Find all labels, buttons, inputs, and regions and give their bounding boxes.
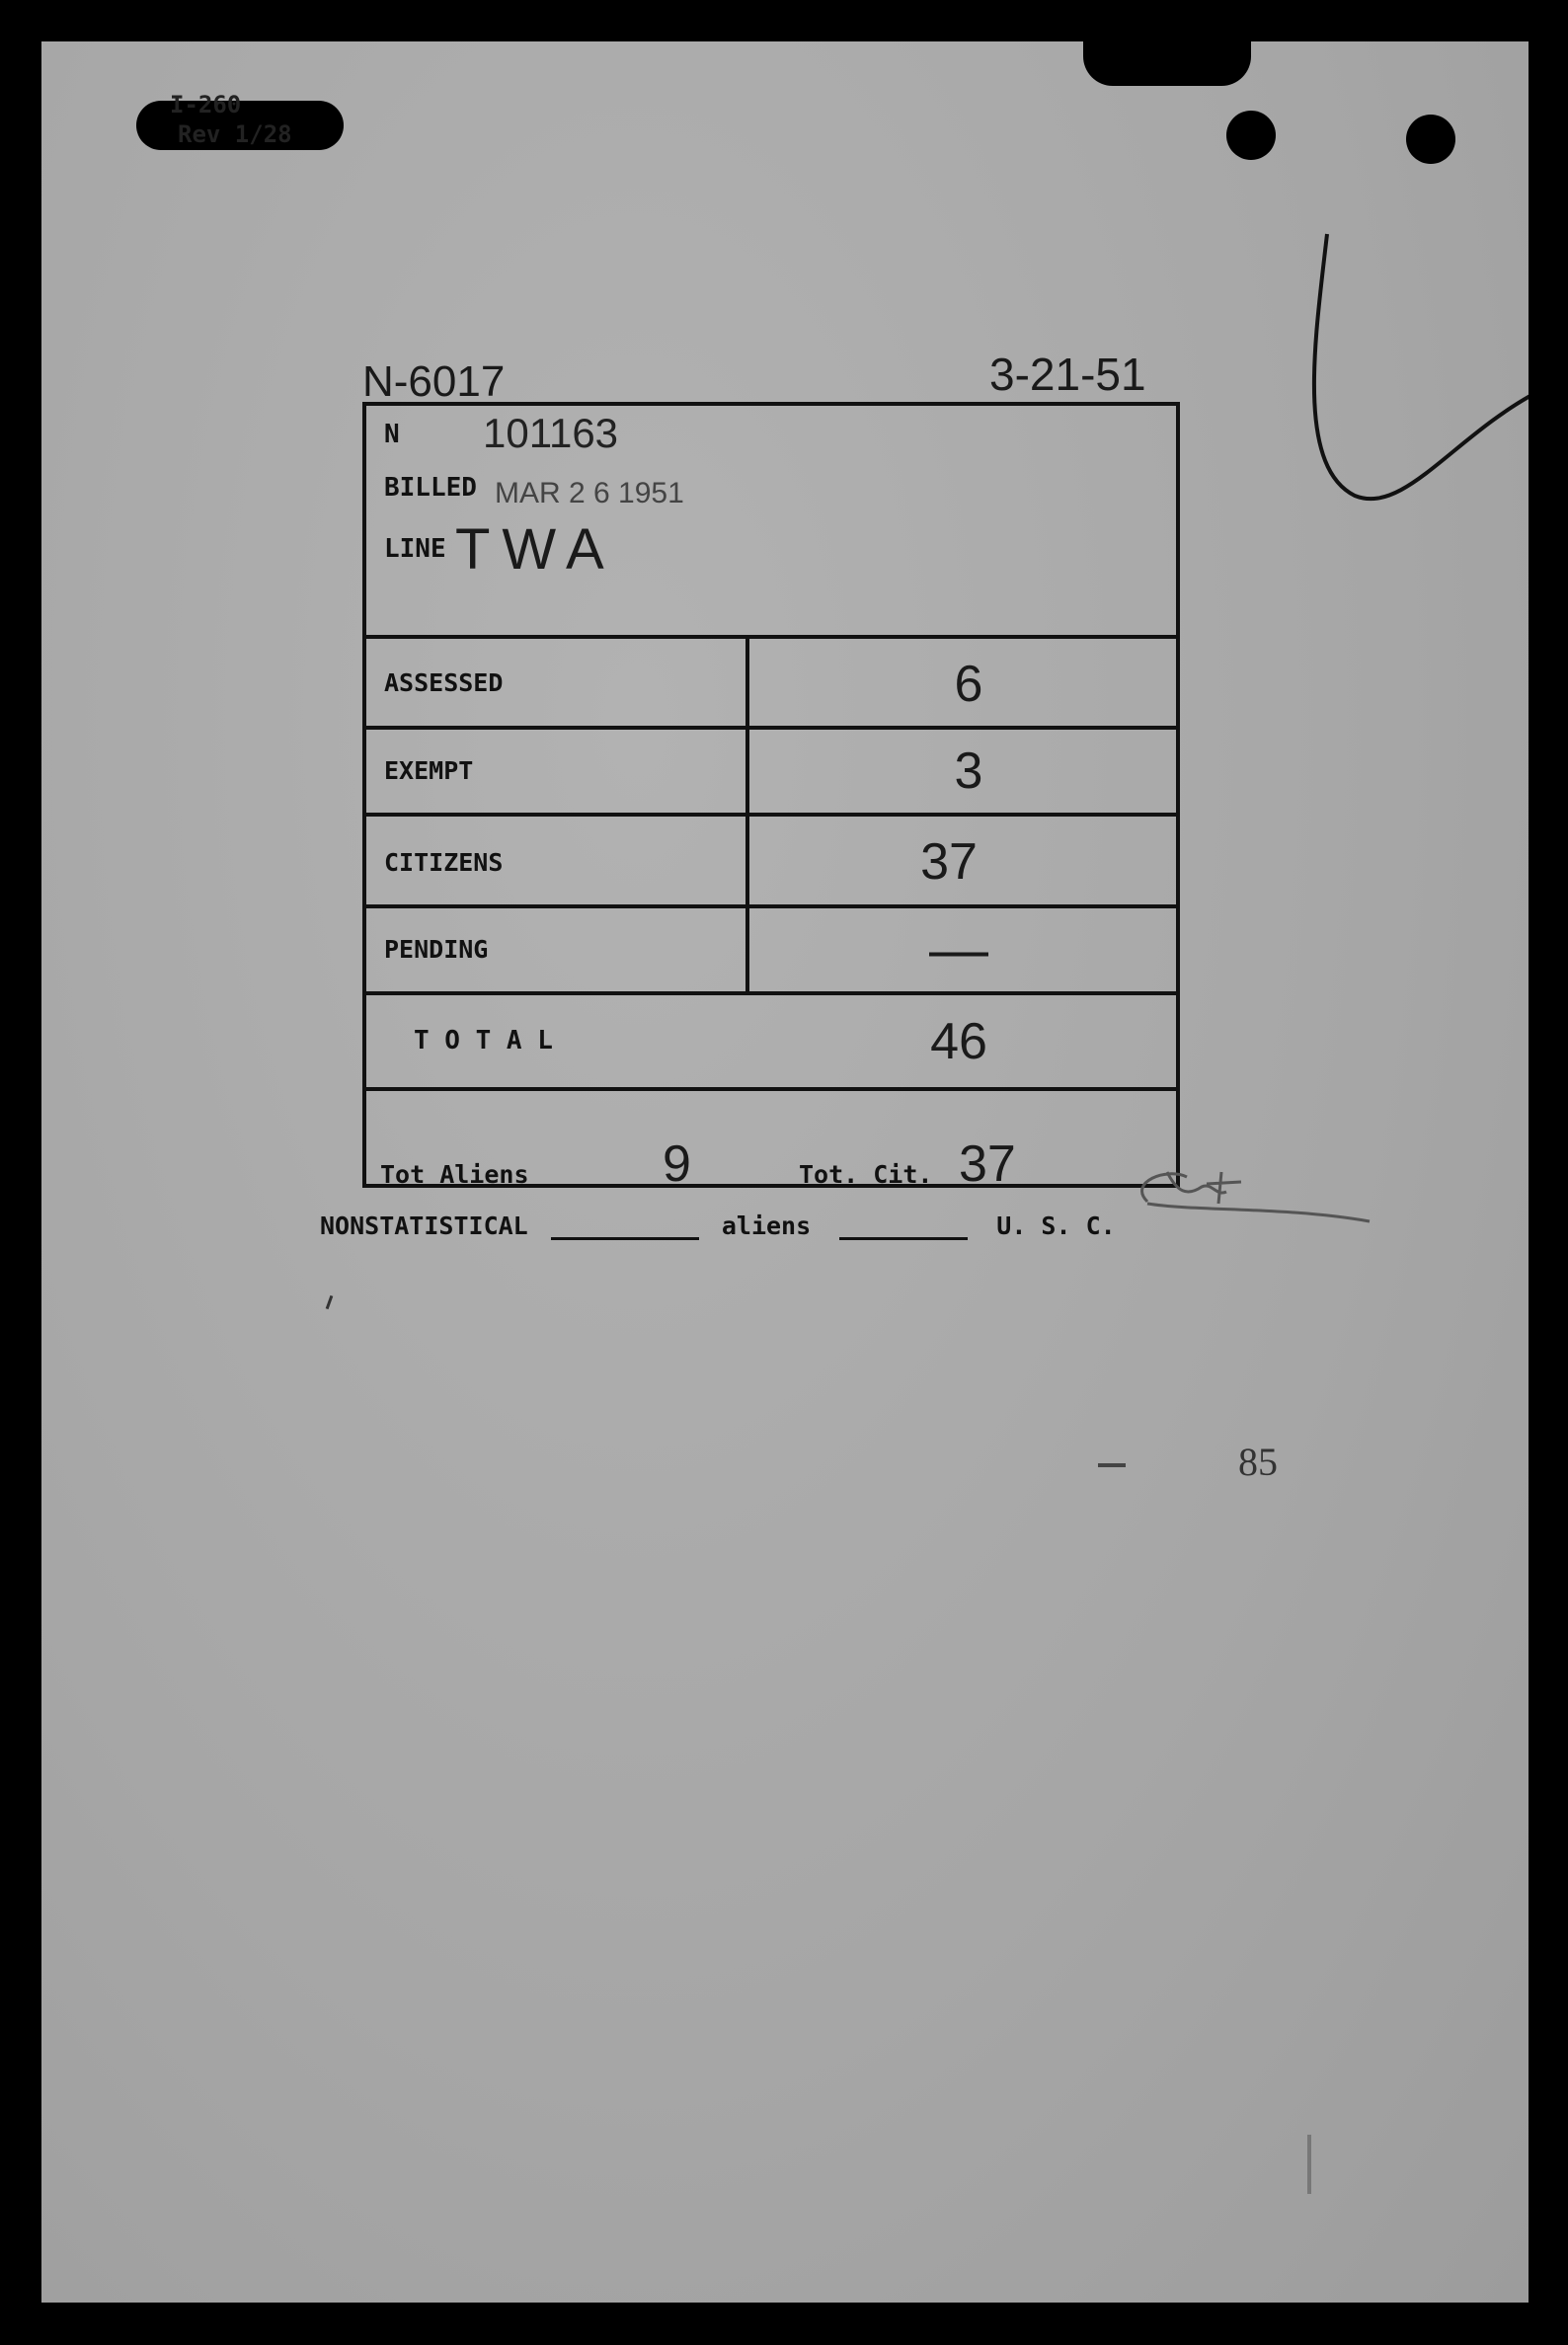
handwritten-file-number: N-6017 (362, 357, 506, 406)
handwritten-initials (1108, 1142, 1404, 1241)
check-mark-stroke (1256, 190, 1529, 565)
document-page (41, 41, 1529, 2303)
rule-top-section (366, 635, 1176, 639)
number-label: N (384, 420, 400, 449)
form-revision: Rev 1/28 (178, 120, 292, 148)
total-aliens-value: 9 (663, 1135, 691, 1193)
total-label: T O T A L (414, 1026, 553, 1055)
line-value: TWA (455, 517, 616, 582)
billed-date-stamp: MAR 2 6 1951 (495, 477, 684, 509)
corner-blot-top (1083, 41, 1251, 86)
rule-assessed (366, 726, 1176, 730)
assessed-value: 6 (954, 656, 983, 713)
page-number: 85 (1238, 1440, 1278, 1484)
exempt-label: EXEMPT (384, 756, 474, 785)
stray-mark-bottom (1307, 2135, 1311, 2194)
nonstatistical-label: NONSTATISTICAL (320, 1212, 528, 1240)
total-citizens-value: 37 (959, 1135, 1016, 1193)
manifest-form (362, 402, 1180, 1193)
exempt-value: 3 (954, 743, 983, 800)
billed-label: BILLED (384, 473, 477, 503)
stray-mark-left (326, 1295, 334, 1309)
nonstatistical-blank-1 (551, 1237, 699, 1240)
nonstatistical-usc: U. S. C. (996, 1212, 1116, 1240)
total-aliens-label: Tot Aliens (380, 1160, 529, 1189)
nonstatistical-blank-2 (839, 1237, 968, 1240)
pending-value: — (929, 916, 988, 982)
line-label: LINE (384, 534, 446, 564)
citizens-value: 37 (920, 833, 978, 891)
assessed-label: ASSESSED (384, 668, 504, 697)
punch-hole-right (1406, 115, 1455, 164)
rule-pending (366, 991, 1176, 995)
nonstatistical-line (320, 1212, 1116, 1240)
form-code: I-260 (170, 91, 242, 118)
number-value: 101163 (483, 410, 619, 456)
total-value: 46 (930, 1013, 987, 1070)
column-divider (745, 635, 749, 995)
rule-exempt (366, 813, 1176, 817)
handwritten-date: 3-21-51 (989, 349, 1146, 400)
page-number-mark (1098, 1463, 1126, 1467)
total-citizens-label: Tot. Cit. (799, 1160, 933, 1189)
citizens-label: CITIZENS (384, 848, 504, 877)
pending-label: PENDING (384, 935, 489, 964)
rule-citizens (366, 904, 1176, 908)
nonstatistical-aliens: aliens (721, 1212, 812, 1240)
punch-hole-left (1226, 111, 1276, 160)
rule-total (366, 1087, 1176, 1091)
